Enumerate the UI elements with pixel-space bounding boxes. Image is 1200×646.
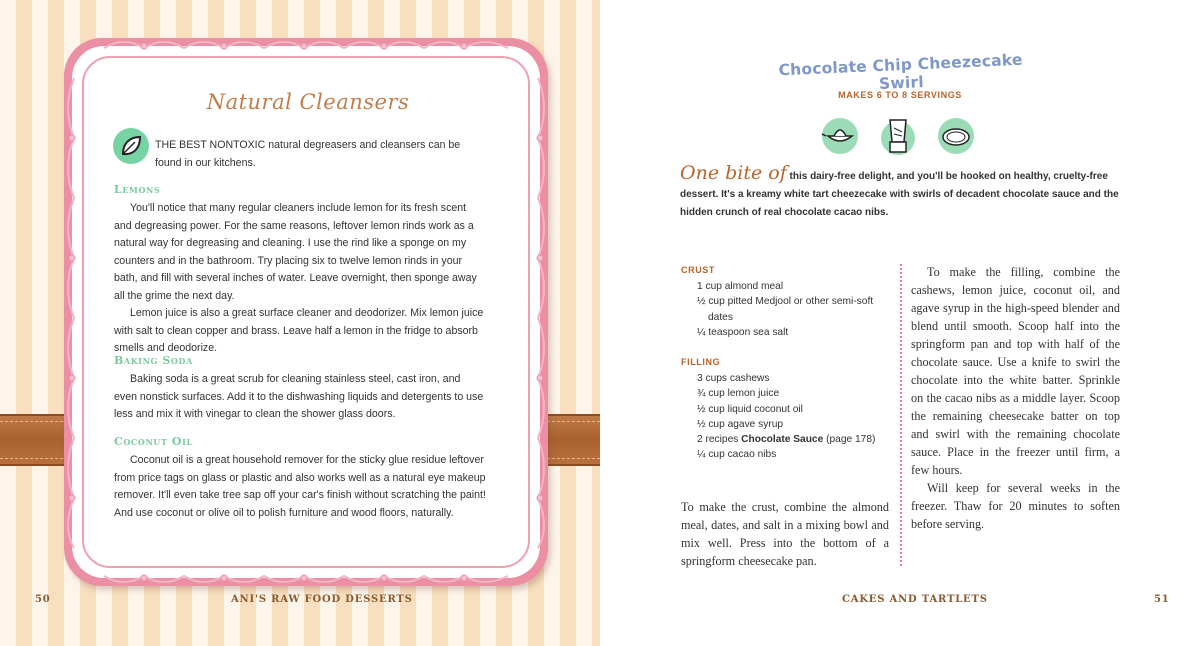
page-number-right: 51	[1154, 594, 1170, 605]
intro-text: THE BEST NONTOXIC natural degreasers and cleansers can be found in our kitchens.	[155, 139, 461, 169]
recipe-title: Chocolate Chip Cheezecake Swirl	[778, 50, 1023, 93]
list-item: 1 cup almond meal	[697, 281, 784, 292]
baking-soda-paragraph: Baking soda is a great scrub for cleaning stainless steel, cast iron, and even nonstick surfaces. Add it to the dishwashing liquids and detergents to use less and mix it with vinegar to clean the shower glass doors.	[114, 373, 484, 420]
running-head-left: ANI'S RAW FOOD DESSERTS	[231, 594, 413, 605]
filling-paragraph-2: Will keep for several weeks in the freezer. Thaw for 20 minutes to soften before serving.	[911, 481, 1120, 531]
filling-paragraph-1: To make the filling, combine the cashews, lemon juice, coconut oil, and agave syrup in the high-speed blender and blend until smooth. Scoop half into the springform pan and top with half of the chocolate sauce. Use a knife to swirl the chocolate into the white batter. Sprinkle on the cacao nibs as a middle layer. Scoop the remaining cheesecake batter on top and swirl with the remaining chocolate sauce. Place in the freezer until firm, a few hours.	[911, 265, 1120, 477]
filling-heading: FILLING	[681, 357, 721, 367]
lemons-body	[114, 200, 486, 358]
chocolate-sauce-link: Chocolate Sauce	[741, 434, 824, 446]
recipe-lead	[680, 164, 1124, 222]
section-heading-lemons: Lemons	[114, 183, 161, 196]
lead-script: One bite of	[680, 162, 787, 184]
tart-pan-icon	[936, 116, 976, 156]
page-number-left: 50	[35, 594, 51, 605]
list-item	[697, 432, 897, 447]
lead-text: this dairy-free delight, and you'll be hooked on healthy, cruelty-free dessert. It's a kreamy white tart cheezecake with swirls of decadent chocolate sauce and the hidden crunch of real chocolate cacao nibs.	[680, 171, 1119, 218]
filling-ingredients	[697, 371, 897, 463]
list-item: ½ cup pitted Medjool or other semi-soft dates	[697, 296, 874, 323]
section-heading-baking-soda: Baking Soda	[114, 354, 193, 367]
lemons-paragraph-2: Lemon juice is also a great surface cleaner and deodorizer. Mix lemon juice with salt to clean copper and brass. Leave half a lemon in the fridge to absorb smells and deodorize.	[114, 307, 484, 354]
column-divider	[900, 264, 902, 566]
coconut-oil-body	[114, 452, 486, 522]
crust-heading: CRUST	[681, 265, 715, 275]
list-item: ¾ cup lemon juice	[697, 388, 780, 400]
crust-ingredients	[697, 279, 897, 340]
blender-icon	[878, 116, 918, 156]
list-item: ¼ cup cacao nibs	[697, 449, 777, 461]
baking-soda-body	[114, 371, 486, 424]
crust-instructions: To make the crust, combine the almond meal, dates, and salt in a mixing bowl and mix well. Press into the bottom of a springform cheesecake pan.	[681, 500, 889, 568]
list-item: 3 cups cashews	[697, 373, 770, 384]
section-heading-coconut-oil: Coconut Oil	[114, 435, 193, 448]
coconut-oil-paragraph: Coconut oil is a great household remover for the sticky glue residue leftover from price tags on glass or plastic and also works well as a natural eye makeup remover. It'll even take tree sap off your car's finish without scratching the paint! And use coconut or olive oil to polish furniture and wood floors, naturally.	[114, 454, 486, 519]
box-title: Natural Cleansers	[206, 90, 410, 114]
lemons-paragraph-1: You'll notice that many regular cleaners include lemon for its fresh scent and degreasing power. For the same reasons, leftover lemon rinds work as a natural way for degreasing and cleaning. I use the rind like a sponge on my counters and in the bathroom. Try placing six to twelve lemon rinds in your bath, and fill with several inches of water. Leave overnight, then sponge away all the grime the next day.	[114, 202, 477, 302]
list-item: ½ cup agave syrup	[697, 418, 784, 430]
list-item: ¼ teaspoon sea salt	[697, 326, 789, 338]
sauce-prefix: 2 recipes	[697, 434, 742, 446]
list-item: ½ cup liquid coconut oil	[697, 403, 803, 415]
citrus-juicer-icon	[820, 116, 860, 156]
leaf-icon	[113, 128, 149, 164]
sauce-page-ref: (page 178)	[823, 434, 876, 446]
running-head-right: CAKES AND TARTLETS	[842, 594, 988, 605]
servings: MAKES 6 TO 8 SERVINGS	[838, 90, 962, 100]
filling-instructions	[911, 263, 1120, 533]
